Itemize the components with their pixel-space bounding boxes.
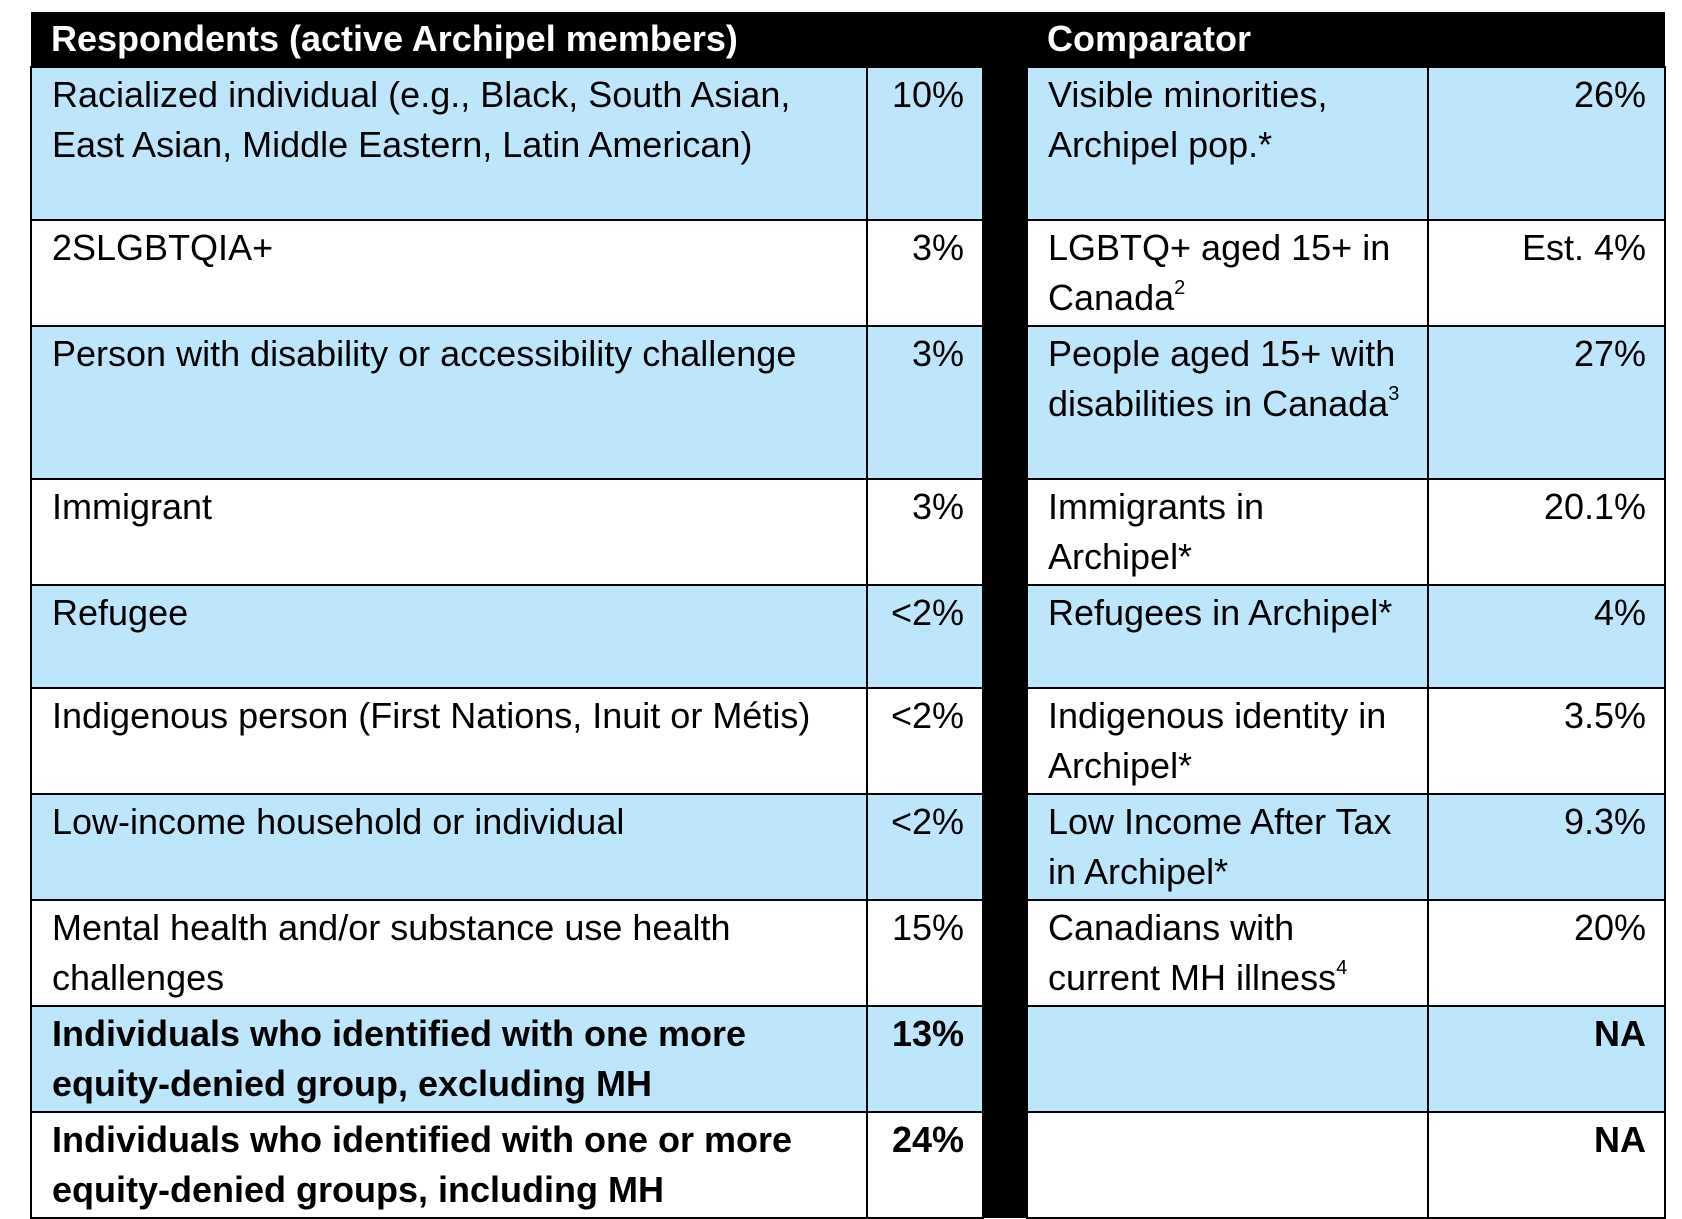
comparator-label-cell <box>1027 794 1428 900</box>
comparator-percentage: 20.1% <box>1428 479 1665 585</box>
comparator-label-cell <box>1027 326 1428 479</box>
column-gap <box>983 326 1027 479</box>
respondent-percentage: 15% <box>867 900 983 1006</box>
respondent-percentage: 13% <box>867 1006 983 1112</box>
comparator-label-cell <box>1027 220 1428 326</box>
respondent-group-label: Racialized individual (e.g., Black, South Asian, East Asian, Middle Eastern, Latin American) <box>31 67 867 220</box>
respondent-group-label: Refugee <box>31 585 867 688</box>
comparator-label-cell <box>1027 479 1428 585</box>
respondents-header: Respondents (active Archipel members) <box>31 12 983 67</box>
footnote-marker: 3 <box>1388 383 1400 405</box>
comparator-label: Low Income After Tax in Archipel* <box>1048 801 1392 892</box>
table-row-equity-excluding-mh <box>31 1006 1665 1112</box>
respondent-group-label: Person with disability or accessibility challenge <box>31 326 867 479</box>
column-gap <box>983 67 1027 220</box>
column-gap <box>983 479 1027 585</box>
comparator-percentage: NA <box>1428 1112 1665 1218</box>
respondent-percentage: 3% <box>867 220 983 326</box>
comparator-label: Canadians with current MH illness <box>1048 907 1337 998</box>
respondent-group-label: Individuals who identified with one more equity-denied group, excluding MH <box>31 1006 867 1112</box>
comparator-label: Indigenous identity in Archipel* <box>1048 695 1387 786</box>
header-row <box>31 12 1665 67</box>
comparator-percentage: 9.3% <box>1428 794 1665 900</box>
respondent-percentage: <2% <box>867 585 983 688</box>
comparator-label-cell <box>1027 1006 1428 1112</box>
comparator-percentage: 20% <box>1428 900 1665 1006</box>
comparator-label-cell <box>1027 67 1428 220</box>
respondent-percentage: 10% <box>867 67 983 220</box>
comparator-label: Visible minorities, Archipel pop.* <box>1048 74 1328 165</box>
comparator-label-cell <box>1027 900 1428 1006</box>
respondent-group-label: Indigenous person (First Nations, Inuit or Métis) <box>31 688 867 794</box>
comparator-label-cell <box>1027 585 1428 688</box>
footnote-marker: 4 <box>1336 957 1348 979</box>
column-gap <box>983 585 1027 688</box>
table-row-low-income <box>31 794 1665 900</box>
comparator-label: Refugees in Archipel* <box>1048 592 1393 633</box>
column-gap <box>983 688 1027 794</box>
table-row-racialized <box>31 67 1665 220</box>
equity-comparison-table <box>30 12 1666 1219</box>
comparator-label: People aged 15+ with disabilities in Canada <box>1048 333 1396 424</box>
respondent-percentage: 24% <box>867 1112 983 1218</box>
comparator-percentage: NA <box>1428 1006 1665 1112</box>
comparator-label: Immigrants in Archipel* <box>1048 486 1265 577</box>
comparator-percentage: 3.5% <box>1428 688 1665 794</box>
table-row-2slgbtqia <box>31 220 1665 326</box>
column-gap <box>983 794 1027 900</box>
comparator-label-cell <box>1027 1112 1428 1218</box>
respondent-percentage: <2% <box>867 794 983 900</box>
respondent-group-label: Immigrant <box>31 479 867 585</box>
respondent-group-label: Individuals who identified with one or more equity-denied groups, including MH <box>31 1112 867 1218</box>
comparator-percentage: 26% <box>1428 67 1665 220</box>
table-row-immigrant <box>31 479 1665 585</box>
respondent-percentage: 3% <box>867 479 983 585</box>
comparator-percentage: 4% <box>1428 585 1665 688</box>
footnote-marker: 2 <box>1174 277 1186 299</box>
table-row-mental-health <box>31 900 1665 1006</box>
table-row-equity-including-mh <box>31 1112 1665 1218</box>
column-gap <box>983 1006 1027 1112</box>
comparator-percentage: Est. 4% <box>1428 220 1665 326</box>
table-row-disability <box>31 326 1665 479</box>
respondent-group-label: Mental health and/or substance use health challenges <box>31 900 867 1006</box>
header-gap <box>983 12 1027 67</box>
comparator-header: Comparator <box>1027 12 1665 67</box>
respondent-group-label: 2SLGBTQIA+ <box>31 220 867 326</box>
comparator-percentage: 27% <box>1428 326 1665 479</box>
comparator-label: LGBTQ+ aged 15+ in Canada <box>1048 227 1391 318</box>
column-gap <box>983 1112 1027 1218</box>
equity-comparison-table-container <box>30 12 1664 1219</box>
table-row-indigenous <box>31 688 1665 794</box>
comparator-label-cell <box>1027 688 1428 794</box>
respondent-percentage: 3% <box>867 326 983 479</box>
respondent-percentage: <2% <box>867 688 983 794</box>
respondent-group-label: Low-income household or individual <box>31 794 867 900</box>
column-gap <box>983 900 1027 1006</box>
column-gap <box>983 220 1027 326</box>
table-row-refugee <box>31 585 1665 688</box>
